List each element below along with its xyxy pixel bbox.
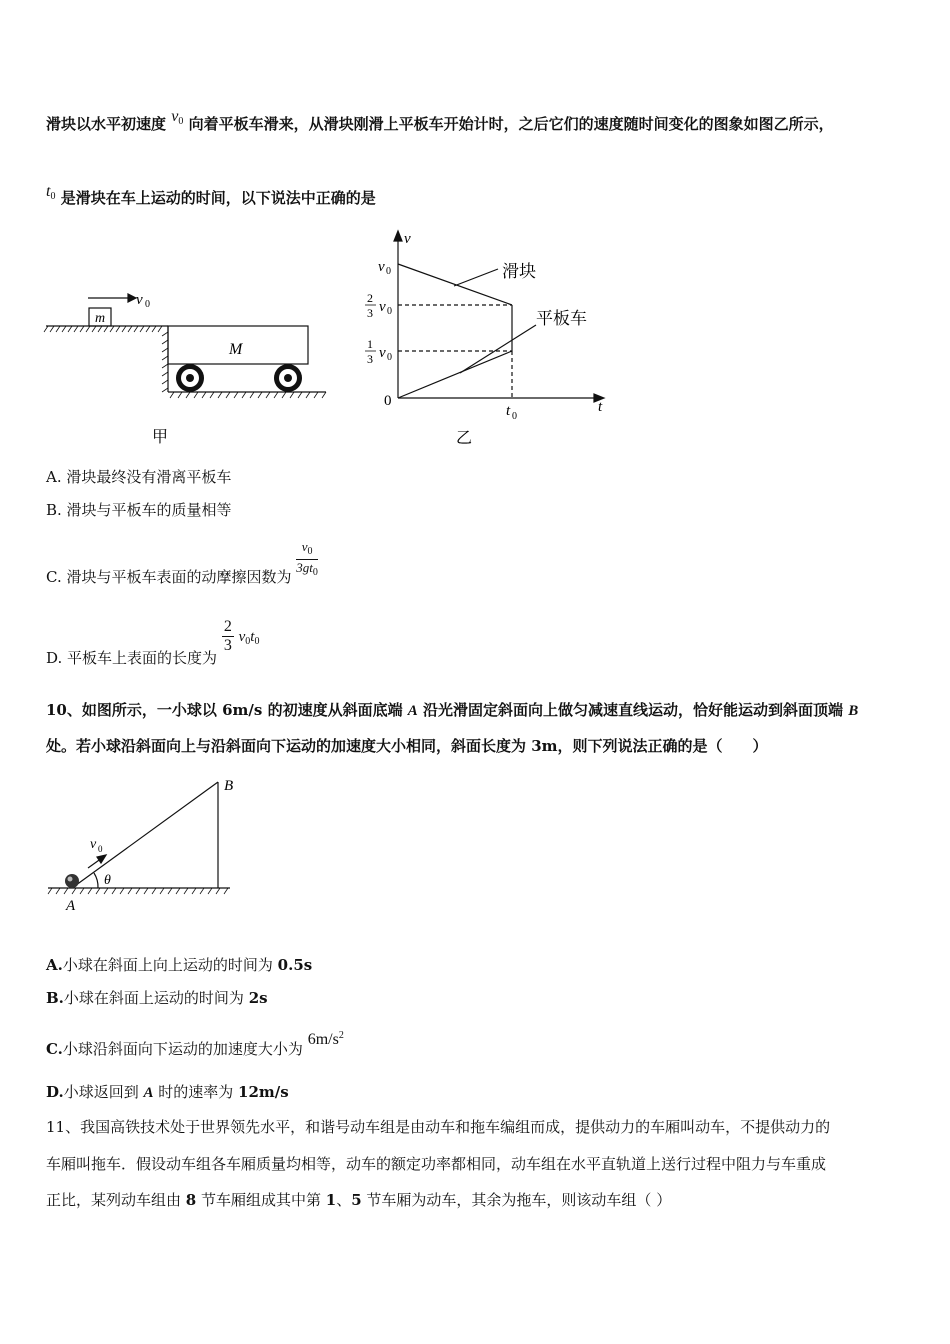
label-v0-one-third: v: [379, 345, 386, 361]
q11-line3: 正比，某列动车组由 8 节车厢组成其中第 1、5 节车厢为动车，其余为拖车，则该动车组（ ）: [46, 1191, 672, 1209]
wall-hatch: [162, 332, 168, 392]
figure-yi: [350, 225, 620, 453]
q10-option-c-value: $6m/s^2$: [307, 1030, 344, 1048]
label-v0-sub-3: 0: [387, 352, 392, 363]
q9-v0-symbol: $v_0$: [171, 108, 184, 127]
q10-option-a: A.小球在斜面上向上运动的时间为 0.5s: [46, 956, 313, 974]
q9-line2: [46, 183, 376, 214]
label-A: A: [66, 898, 76, 914]
q11-line2: 车厢叫拖车．假设动车组各车厢质量均相等，动车的额定功率都相同，动车组在水平直轨道上送行过程中阻力与车重成: [46, 1155, 827, 1173]
q10-option-d: D.小球返回到 A 时的速率为 12m/s: [46, 1083, 289, 1101]
q9-option-d-text: D. 平板车上表面的长度为: [46, 648, 218, 667]
label-v0-sub: 0: [98, 844, 103, 854]
q10-line2: 处。若小球沿斜面向上与沿斜面向下运动的加速度大小相同，斜面长度为 3m，则下列说法正确的是（ ）: [46, 737, 768, 755]
label-one: 1: [367, 337, 373, 351]
q9-option-c-fraction: $\frac{v_0}{3gt_0}$: [296, 539, 318, 578]
ball-icon: [65, 874, 79, 888]
label-two: 2: [367, 291, 373, 305]
caption-jia: 甲: [152, 429, 169, 446]
q10-line1: 10、如图所示，一小球以 6m/s 的初速度从斜面底端 A 沿光滑固定斜面向上做匀减速直线运动，恰好能运动到斜面顶端 B: [46, 701, 859, 719]
label-v0-sub-2: 0: [387, 306, 392, 317]
label-v0: v: [90, 837, 97, 852]
wheel-left: [176, 364, 204, 392]
incline-line: [72, 782, 218, 888]
q9-option-b: B. 滑块与平板车的质量相等: [46, 501, 232, 519]
velocity-arrow-head-icon: [97, 855, 106, 863]
label-t0-sub: 0: [512, 411, 517, 422]
q9-option-c-text: C. 滑块与平板车表面的动摩擦因数为: [46, 568, 292, 586]
cart-velocity-line: [398, 351, 512, 398]
pointer-cart: [460, 325, 536, 373]
label-v-axis: v: [404, 231, 411, 247]
label-block: 滑块: [502, 262, 536, 281]
label-three-a: 3: [367, 306, 373, 320]
q9-t0-symbol: $t_0$: [46, 183, 56, 202]
label-v0-sub: 0: [386, 266, 391, 277]
figure-jia: [40, 280, 340, 450]
q9-option-a: A. 滑块最终没有滑离平板车: [46, 468, 232, 486]
label-B: B: [224, 778, 234, 794]
label-m: m: [95, 311, 106, 326]
q10-option-b: B.小球在斜面上运动的时间为 2s: [46, 989, 268, 1007]
angle-arc: [94, 873, 98, 888]
caption-yi: 乙: [456, 430, 473, 447]
arrow-head-icon: [128, 294, 136, 302]
label-cart: 平板车: [536, 309, 587, 328]
label-theta: θ: [104, 873, 111, 888]
label-origin: 0: [384, 393, 392, 409]
label-three-b: 3: [367, 352, 373, 366]
label-M: M: [229, 341, 243, 358]
q9-line2-text: 是滑块在车上运动的时间，以下说法中正确的是: [60, 189, 376, 207]
upper-ground-hatch: [44, 326, 162, 332]
pointer-block: [454, 269, 498, 286]
wheel-right: [274, 364, 302, 392]
lower-ground-hatch: [170, 392, 326, 398]
label-v0: v: [136, 292, 143, 308]
ground-hatch: [48, 888, 228, 894]
v-axis-arrow-icon: [394, 231, 402, 241]
q9-option-d: [46, 618, 260, 667]
label-v0-sub: 0: [145, 299, 150, 310]
label-v0: v: [378, 259, 385, 275]
q9-line1b-text: 向着平板车滑来，从滑块刚滑上平板车开始计时，之后它们的速度随时间变化的图象如图乙所示，: [188, 115, 834, 133]
q9-option-d-fraction: $\frac{2}{3}$: [223, 618, 232, 654]
figure-incline: [44, 772, 244, 914]
q9-option-d-v0t0: $v_0t_0$: [238, 628, 260, 647]
q9-line1: [46, 108, 834, 140]
q9-option-c: [46, 539, 318, 586]
q10-option-c: C.小球沿斜面向下运动的加速度大小为 $6m/s^2$: [46, 1030, 344, 1058]
label-v0-two-thirds: v: [379, 299, 386, 315]
q11-line1: 11、我国高铁技术处于世界领先水平，和谐号动车组是由动车和拖车编组而成，提供动力的车厢叫动车，不提供动力的: [46, 1118, 831, 1136]
q9-line1-text: 滑块以水平初速度: [46, 115, 167, 133]
label-t0: t: [506, 403, 511, 419]
label-t-axis: t: [598, 399, 603, 415]
